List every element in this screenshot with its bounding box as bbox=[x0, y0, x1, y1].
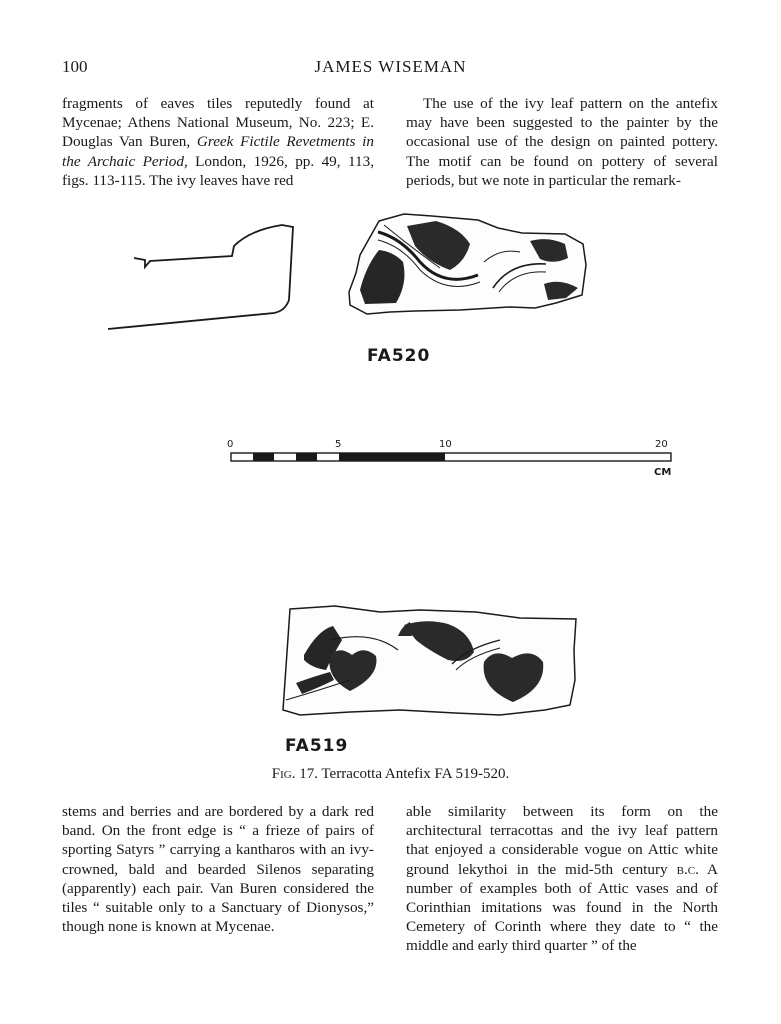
text-segment: fragments of eaves tiles reputedly found at Mycenae; Athens National Museum, No. 223; E. Douglas Van Buren, bbox=[62, 95, 374, 151]
text-column-bottom-right bbox=[406, 802, 718, 956]
scale-tick-label: 20 bbox=[655, 439, 668, 450]
fa520-profile-outline bbox=[108, 225, 293, 329]
text-segment: A number of examples both of Attic vases and of Corinthian imitations was found in the North Cemetery of Corinth where they date to “ the middle and early third quarter ” of the bbox=[406, 860, 718, 955]
era-abbreviation: b.c. bbox=[676, 860, 699, 878]
scale-unit-label: CM bbox=[654, 467, 672, 478]
scale-tick-label: 10 bbox=[439, 439, 452, 450]
figure-label-fa519: FA519 bbox=[285, 736, 349, 756]
paragraph: stems and berries and are bordered by a dark red band. On the front edge is “ a frieze of pairs of sporting Satyrs ” carrying a kantharos with an ivy-crowned, bald and bearded Silenos separating (apparently) each pair. Van Buren considered the tiles “ suitable only to a Sanctuary of Dionysos,” though none is known at Mycenae. bbox=[62, 803, 374, 936]
text-segment: London, 1926, pp. 49, 113, figs. 113-115. The ivy leaves have red bbox=[62, 152, 374, 189]
fa520-fragment bbox=[349, 214, 586, 314]
fa519-fragment bbox=[283, 606, 576, 715]
caption-text: 17. Terracotta Antefix FA 519-520. bbox=[295, 766, 510, 782]
figure-caption bbox=[0, 766, 781, 783]
text-segment: able similarity between its form on the architectural terracottas and the ivy leaf pattern that enjoyed a considerable vogue on Attic white ground lekythoi in the mid-5th century bbox=[406, 803, 718, 878]
caption-prefix: Fig. bbox=[271, 766, 296, 782]
text-column-bottom-left bbox=[62, 802, 374, 936]
page-number: 100 bbox=[62, 57, 88, 76]
figure-label-fa520: FA520 bbox=[367, 346, 431, 366]
paragraph: The use of the ivy leaf pattern on the antefix may have been suggested to the painter by the occasional use of the design on painted pottery. The motif can be found on pottery of several periods, but we note in particular the remark- bbox=[406, 95, 718, 189]
scale-bar bbox=[231, 453, 671, 461]
running-head: JAMES WISEMAN bbox=[314, 57, 467, 76]
scale-tick-label: 5 bbox=[335, 439, 342, 450]
book-title: Greek Fictile Revetments in the Archaic Period, bbox=[62, 133, 374, 170]
scale-tick-label: 0 bbox=[227, 439, 234, 450]
